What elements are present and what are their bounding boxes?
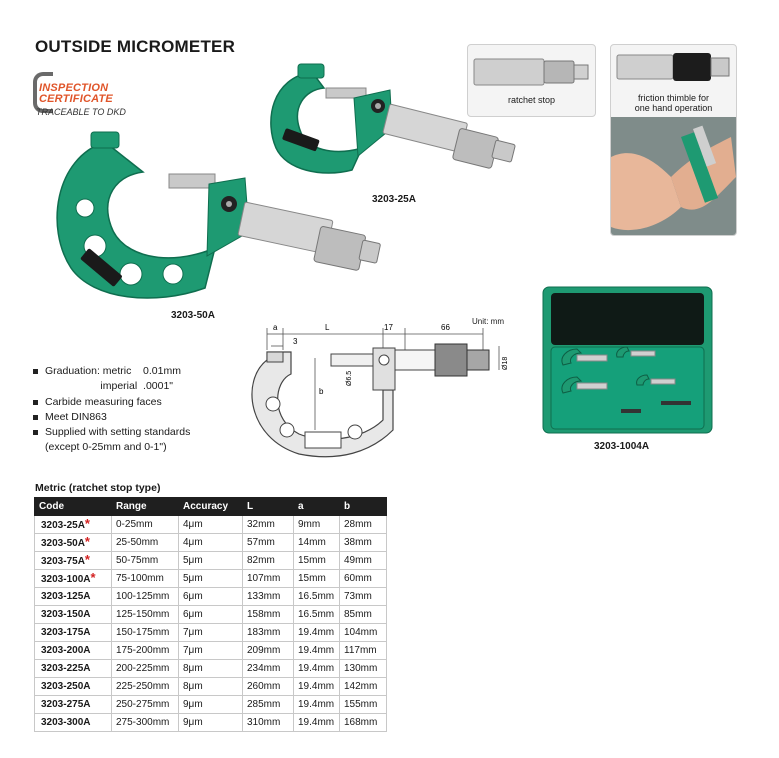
cell-b: 168mm	[340, 714, 387, 732]
cell-accuracy: 9μm	[179, 714, 243, 732]
cell-accuracy: 5μm	[179, 570, 243, 588]
label-large-micrometer: 3203-50A	[171, 310, 215, 321]
dim-17: 17	[384, 323, 393, 332]
code-text: 3203-75A	[41, 555, 85, 567]
cell-code	[35, 714, 112, 732]
cell-code	[35, 660, 112, 678]
cell-L: 82mm	[243, 552, 294, 570]
col-accuracy: Accuracy	[179, 498, 243, 516]
cell-code	[35, 516, 112, 534]
code-text: 3203-300A	[41, 717, 91, 728]
cell-accuracy: 5μm	[179, 552, 243, 570]
cell-accuracy: 8μm	[179, 678, 243, 696]
cell-code	[35, 570, 112, 588]
code-text: 3203-50A	[41, 537, 85, 549]
cell-accuracy: 9μm	[179, 696, 243, 714]
cell-b: 38mm	[340, 534, 387, 552]
table-row	[35, 606, 387, 624]
page-title: OUTSIDE MICROMETER	[35, 37, 236, 56]
inspection-certificate-logo	[33, 72, 143, 122]
cell-range: 125-150mm	[112, 606, 179, 624]
cell-a: 9mm	[294, 516, 340, 534]
cell-a: 15mm	[294, 570, 340, 588]
code-text: 3203-125A	[41, 591, 91, 602]
table-row	[35, 534, 387, 552]
cell-accuracy: 4μm	[179, 534, 243, 552]
cell-range: 275-300mm	[112, 714, 179, 732]
certificate-line2: CERTIFICATE	[39, 93, 113, 105]
friction-thimble-icon	[611, 45, 736, 85]
cell-range: 250-275mm	[112, 696, 179, 714]
feature-item: (except 0-25mm and 0-1")	[45, 441, 167, 454]
certificate-line3: TRACEABLE TO DKD	[36, 107, 126, 117]
cell-accuracy: 7μm	[179, 642, 243, 660]
feature-item: Graduation: metric 0.01mm	[33, 364, 190, 379]
code-text: 3203-200A	[41, 645, 91, 656]
table-row	[35, 588, 387, 606]
cell-code	[35, 642, 112, 660]
table-row	[35, 642, 387, 660]
cell-L: 183mm	[243, 624, 294, 642]
star-mark: *	[84, 533, 90, 549]
cell-a: 19.4mm	[294, 714, 340, 732]
col-code: Code	[35, 498, 112, 516]
star-mark: *	[90, 569, 96, 585]
cell-L: 285mm	[243, 696, 294, 714]
code-text: 3203-250A	[41, 681, 91, 692]
unit-label: Unit: mm	[472, 317, 504, 326]
cell-b: 155mm	[340, 696, 387, 714]
dim-66: 66	[441, 323, 450, 332]
cell-code	[35, 696, 112, 714]
features-list	[33, 364, 190, 456]
cell-L: 107mm	[243, 570, 294, 588]
feature-item: Carbide measuring faces	[33, 395, 190, 410]
table-caption: Metric (ratchet stop type)	[35, 482, 161, 494]
cell-code	[35, 624, 112, 642]
feature-item: Meet DIN863	[33, 410, 190, 425]
cell-L: 209mm	[243, 642, 294, 660]
cell-accuracy: 6μm	[179, 588, 243, 606]
cell-a: 15mm	[294, 552, 340, 570]
cell-b: 49mm	[340, 552, 387, 570]
friction-thimble-inset	[610, 44, 737, 236]
star-mark: *	[84, 515, 90, 531]
feature-item: imperial .0001"	[45, 380, 174, 393]
friction-caption-line2: one hand operation	[634, 103, 713, 113]
table-row	[35, 678, 387, 696]
dim-b: b	[319, 387, 324, 396]
cell-accuracy: 6μm	[179, 606, 243, 624]
cell-range: 200-225mm	[112, 660, 179, 678]
cell-a: 14mm	[294, 534, 340, 552]
table-header-row	[35, 498, 387, 516]
table-row	[35, 660, 387, 678]
cell-accuracy: 4μm	[179, 516, 243, 534]
cell-range: 0-25mm	[112, 516, 179, 534]
cell-L: 133mm	[243, 588, 294, 606]
code-text: 3203-225A	[41, 663, 91, 674]
dimension-diagram	[243, 320, 513, 470]
dim-d18: Ø18	[502, 356, 509, 370]
cell-L: 32mm	[243, 516, 294, 534]
cell-code	[35, 552, 112, 570]
cell-code	[35, 588, 112, 606]
col-a: a	[294, 498, 340, 516]
cell-range: 100-125mm	[112, 588, 179, 606]
hand-operation-photo	[611, 117, 736, 235]
label-small-micrometer: 3203-25A	[372, 194, 416, 205]
certificate-line1: INSPECTION	[39, 82, 109, 94]
dim-d65: Ø6.5	[346, 370, 353, 386]
col-range: Range	[112, 498, 179, 516]
cell-range: 50-75mm	[112, 552, 179, 570]
cell-code	[35, 678, 112, 696]
dim-3: 3	[293, 337, 298, 346]
table-row	[35, 624, 387, 642]
dim-L: L	[325, 323, 330, 332]
cell-range: 75-100mm	[112, 570, 179, 588]
label-micrometer-set: 3203-1004A	[594, 441, 650, 452]
ratchet-stop-inset	[467, 44, 596, 117]
table-row	[35, 714, 387, 732]
cell-a: 19.4mm	[294, 696, 340, 714]
friction-caption-line1: friction thimble for	[637, 93, 710, 103]
cell-b: 104mm	[340, 624, 387, 642]
cell-b: 60mm	[340, 570, 387, 588]
table-row	[35, 570, 387, 588]
cell-b: 73mm	[340, 588, 387, 606]
cell-b: 142mm	[340, 678, 387, 696]
cell-accuracy: 8μm	[179, 660, 243, 678]
cell-code	[35, 534, 112, 552]
cell-b: 85mm	[340, 606, 387, 624]
dim-a: a	[273, 323, 278, 332]
ratchet-stop-icon	[468, 45, 595, 95]
table-row	[35, 516, 387, 534]
cell-accuracy: 7μm	[179, 624, 243, 642]
code-text: 3203-150A	[41, 609, 91, 620]
cell-L: 260mm	[243, 678, 294, 696]
code-text: 3203-100A	[41, 573, 91, 585]
cell-L: 57mm	[243, 534, 294, 552]
specifications-table	[34, 497, 387, 732]
cell-a: 16.5mm	[294, 606, 340, 624]
ratchet-stop-caption: ratchet stop	[507, 95, 556, 105]
cell-a: 19.4mm	[294, 624, 340, 642]
table-row	[35, 552, 387, 570]
micrometer-set-case-image	[541, 285, 714, 435]
cell-a: 19.4mm	[294, 642, 340, 660]
micrometer-large-image	[45, 128, 385, 308]
star-mark: *	[84, 551, 90, 567]
col-L: L	[243, 498, 294, 516]
col-b: b	[340, 498, 387, 516]
code-text: 3203-25A	[41, 519, 85, 531]
cell-code	[35, 606, 112, 624]
cell-a: 16.5mm	[294, 588, 340, 606]
feature-item: Supplied with setting standards	[33, 425, 190, 440]
cell-a: 19.4mm	[294, 660, 340, 678]
code-text: 3203-175A	[41, 627, 91, 638]
cell-range: 150-175mm	[112, 624, 179, 642]
cell-b: 28mm	[340, 516, 387, 534]
code-text: 3203-275A	[41, 699, 91, 710]
cell-range: 25-50mm	[112, 534, 179, 552]
cell-b: 130mm	[340, 660, 387, 678]
cell-L: 158mm	[243, 606, 294, 624]
cell-a: 19.4mm	[294, 678, 340, 696]
cell-range: 225-250mm	[112, 678, 179, 696]
cell-b: 117mm	[340, 642, 387, 660]
cell-L: 234mm	[243, 660, 294, 678]
cell-L: 310mm	[243, 714, 294, 732]
cell-range: 175-200mm	[112, 642, 179, 660]
table-row	[35, 696, 387, 714]
